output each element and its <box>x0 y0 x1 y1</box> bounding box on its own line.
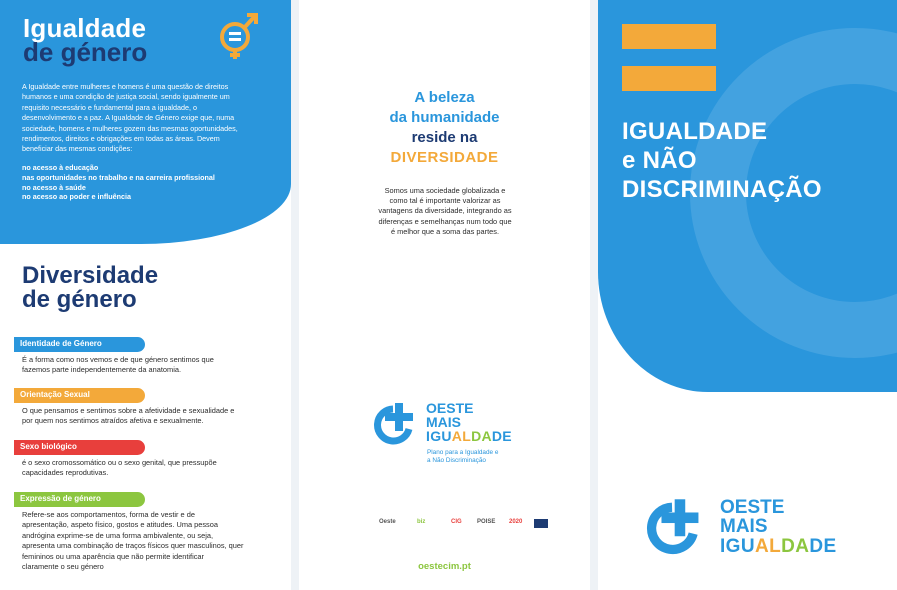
cover-title <box>622 117 822 204</box>
cover-logo-word-mais: MAIS <box>720 516 768 537</box>
sponsor-logos <box>359 505 559 545</box>
body-line: é melhor que a soma das partes. <box>390 226 500 236</box>
equals-bar-bottom <box>622 66 716 91</box>
quote-line: A beleza <box>414 89 475 106</box>
definition-expressao-de-genero <box>22 510 284 572</box>
diversity-body-text <box>359 186 531 237</box>
definition-orientacao-sexual <box>22 406 284 427</box>
sponsor-2020: 2020 <box>509 519 523 525</box>
condition-item: no acesso à educação <box>22 163 99 172</box>
diversity-quote <box>299 88 590 168</box>
body-line: como tal é importante valorizar as <box>389 196 501 206</box>
definition-line: apresenta uma combinação de traços físicos quer masculinos, quer <box>22 541 244 551</box>
intro-line: requisito necessário e fundamental para a igualdade, o <box>22 102 198 112</box>
quote-line: da humanidade <box>389 109 500 126</box>
condition-item: no acesso à saúde <box>22 182 86 192</box>
quote-highlight: DIVERSIDADE <box>390 149 499 166</box>
definition-identidade-de-genero <box>22 355 284 376</box>
term-orientacao-sexual: Orientação Sexual <box>14 388 145 403</box>
intro-line: desenvolvimento e a paz. A Igualdade de Género exige que, numa <box>22 113 235 123</box>
oeste-mais-igualdade-logo <box>371 397 551 477</box>
sponsor-poise: POISE <box>477 519 496 525</box>
body-line: diferenças e semelhanças num todo que <box>378 216 512 226</box>
logo-subtitle-line: a Não Discriminação <box>427 457 486 464</box>
body-line: Somos uma sociedade globalizada e <box>384 186 506 195</box>
intro-line: beneficiar das mesmas condições: <box>22 144 133 154</box>
sponsor-cig: CIG <box>451 519 462 525</box>
definition-line: apresentação, aspeto físico, gostos e atitudes. Uma pessoa <box>22 520 218 530</box>
definition-line: claramente o seu género <box>22 562 104 572</box>
definition-line: O que pensamos e sentimos sobre a afetividade e sexualidade e <box>22 406 235 415</box>
condition-item: nas oportunidades no trabalho e na carreira profissional <box>22 172 215 182</box>
definition-line: andrógina exprime-se de uma forma ambivalente, ou seja, <box>22 530 214 540</box>
cover-logo <box>642 494 882 564</box>
logo-subtitle <box>427 449 498 465</box>
right-panel <box>598 0 897 590</box>
website-link[interactable]: oestecim.pt <box>418 561 471 572</box>
logo-word-oeste: OESTE <box>426 400 474 416</box>
igualdade-heading: Igualdade <box>23 13 147 43</box>
middle-panel <box>299 0 590 590</box>
genero-heading: de género <box>23 37 148 67</box>
diversidade-heading: Diversidade <box>22 262 159 289</box>
logo-subtitle-line: Plano para a Igualdade e <box>427 449 499 456</box>
equality-conditions-list <box>22 163 215 202</box>
cover-logo-word-oeste: OESTE <box>720 497 785 518</box>
eu-flag-icon <box>534 519 548 528</box>
cover-title-line: e NÃO <box>622 147 697 174</box>
definition-line: femininos ou uma aparência que não permite identificar <box>22 551 204 561</box>
intro-line: sociedade, homens e mulheres gozem das mesmas oportunidades, <box>22 123 238 133</box>
diversidade-genero-heading: de género <box>22 286 137 313</box>
definition-line: por quem nos sentimos atraídos afetiva e sexualmente. <box>22 416 204 426</box>
condition-item: no acesso ao poder e influência <box>22 192 132 202</box>
definition-sexo-biologico <box>22 458 284 479</box>
cover-title-line: IGUALDADE <box>622 118 768 145</box>
intro-line: rendimentos, direitos e obrigações em todas as áreas. Devem <box>22 134 220 144</box>
equality-intro-text <box>22 82 284 155</box>
intro-line: humanos e uma condição de justiça social, sendo igualmente um <box>22 92 230 102</box>
term-sexo-biologico: Sexo biológico <box>14 440 145 455</box>
definition-line: é o sexo cromossomático ou o sexo genital, que pressupõe <box>22 458 217 467</box>
body-line: vantagens da diversidade, integrando as <box>378 206 512 216</box>
left-panel <box>0 0 291 590</box>
oeste-plus-logo-icon <box>642 494 710 560</box>
definition-line: Refere-se aos comportamentos, forma de vestir e de <box>22 510 195 519</box>
logo-word-mais: MAIS <box>426 414 461 430</box>
definition-line: fazemos parte independentemente da anatomia. <box>22 365 182 375</box>
definition-line: É a forma como nos vemos e de que género sentimos que <box>22 355 214 364</box>
intro-line: A Igualdade entre mulheres e homens é uma questão de direitos <box>22 82 229 91</box>
sponsor-oeste: Oeste <box>379 519 396 525</box>
fold-gutter-left <box>291 0 299 590</box>
term-expressao-de-genero: Expressão de género <box>14 492 145 507</box>
sponsor-biz: biz <box>417 519 426 525</box>
cover-title-line: DISCRIMINAÇÃO <box>622 176 822 203</box>
quote-line: reside na <box>411 129 478 146</box>
cover-logo-word-igualdade: IGUALDADE <box>720 536 837 557</box>
equals-bar-top <box>622 24 716 49</box>
gender-equality-icon <box>213 10 261 60</box>
oeste-plus-logo-icon <box>371 399 421 449</box>
definition-line: capacidades reprodutivas. <box>22 468 109 478</box>
fold-gutter-right <box>590 0 598 590</box>
logo-word-igualdade: IGUALDADE <box>426 428 512 444</box>
term-identidade-de-genero: Identidade de Género <box>14 337 145 352</box>
